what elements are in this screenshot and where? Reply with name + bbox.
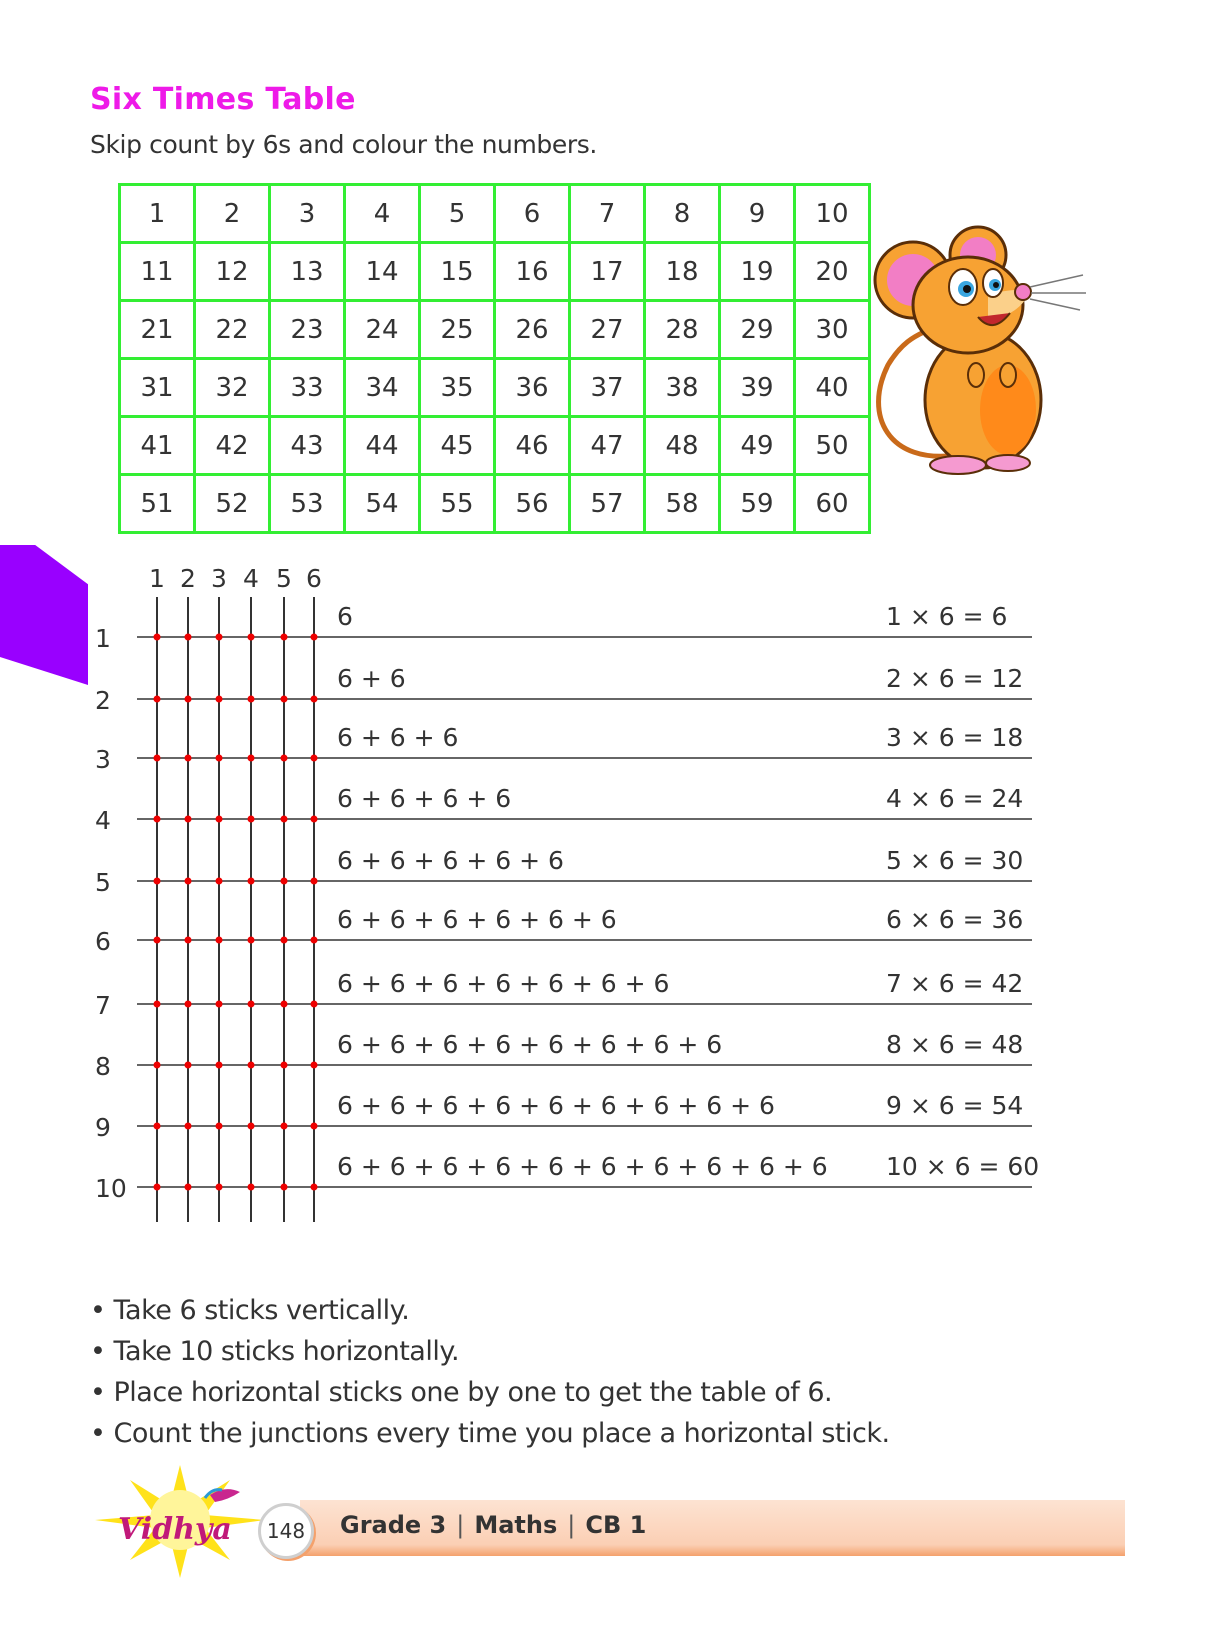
grid-cell[interactable]: 8	[645, 185, 720, 243]
grid-cell[interactable]: 19	[720, 243, 795, 301]
grid-cell[interactable]: 31	[120, 359, 195, 417]
junction-dot	[154, 634, 161, 641]
grid-cell[interactable]: 4	[345, 185, 420, 243]
junction-dot	[154, 878, 161, 885]
junction-dot	[216, 1184, 223, 1191]
multiplication-fact: 2 × 6 = 12	[886, 664, 1024, 693]
grid-cell[interactable]: 37	[570, 359, 645, 417]
stick-row-label: 9	[95, 1113, 111, 1142]
junction-dot	[154, 696, 161, 703]
junction-dot	[185, 1123, 192, 1130]
junction-dot	[154, 816, 161, 823]
stick-row-label: 10	[95, 1174, 127, 1203]
junction-dot	[154, 1062, 161, 1069]
junction-dot	[311, 1001, 318, 1008]
grid-cell[interactable]: 24	[345, 301, 420, 359]
footer-grade: Grade 3	[340, 1511, 447, 1539]
instruction-item: • Count the junctions every time you place a horizontal stick.	[90, 1418, 890, 1449]
junction-dot	[185, 1184, 192, 1191]
junction-dot	[216, 696, 223, 703]
grid-cell[interactable]: 56	[495, 475, 570, 533]
grid-cell[interactable]: 46	[495, 417, 570, 475]
grid-cell[interactable]: 60	[795, 475, 870, 533]
junction-dot	[281, 816, 288, 823]
footer-subject: Maths	[474, 1511, 558, 1539]
stick-column-label: 1	[149, 564, 165, 593]
logo-text: Vidhya	[118, 1512, 232, 1547]
junction-dot	[248, 1123, 255, 1130]
stick-row-label: 5	[95, 868, 111, 897]
junction-dot	[216, 937, 223, 944]
junction-dot	[311, 634, 318, 641]
footer-separator: |	[456, 1511, 465, 1539]
junction-dot	[281, 634, 288, 641]
grid-cell[interactable]: 6	[495, 185, 570, 243]
multiplication-fact: 7 × 6 = 42	[886, 969, 1024, 998]
grid-cell[interactable]: 58	[645, 475, 720, 533]
grid-cell[interactable]: 52	[195, 475, 270, 533]
junction-dot	[216, 634, 223, 641]
addition-expression: 6 + 6 + 6 + 6 + 6 + 6 + 6 + 6	[337, 1030, 723, 1059]
grid-cell[interactable]: 5	[420, 185, 495, 243]
junction-dot	[154, 1001, 161, 1008]
instruction-item: • Take 10 sticks horizontally.	[90, 1336, 460, 1367]
junction-dot	[311, 878, 318, 885]
grid-cell[interactable]: 25	[420, 301, 495, 359]
grid-cell[interactable]: 14	[345, 243, 420, 301]
junction-dot	[154, 755, 161, 762]
addition-expression: 6 + 6	[337, 664, 406, 693]
grid-cell[interactable]: 51	[120, 475, 195, 533]
junction-dot	[154, 937, 161, 944]
grid-cell[interactable]: 29	[720, 301, 795, 359]
junction-dot	[185, 1062, 192, 1069]
junction-dot	[248, 1001, 255, 1008]
grid-cell[interactable]: 39	[720, 359, 795, 417]
footer-label	[340, 1511, 646, 1539]
multiplication-fact: 9 × 6 = 54	[886, 1091, 1024, 1120]
junction-dot	[185, 755, 192, 762]
junction-dot	[185, 1001, 192, 1008]
junction-dot	[154, 1123, 161, 1130]
stick-row-label: 8	[95, 1052, 111, 1081]
grid-cell[interactable]: 15	[420, 243, 495, 301]
junction-dot	[248, 1062, 255, 1069]
junction-dot	[281, 878, 288, 885]
junction-dot	[311, 937, 318, 944]
grid-cell[interactable]: 3	[270, 185, 345, 243]
junction-dot	[248, 937, 255, 944]
grid-cell[interactable]: 30	[795, 301, 870, 359]
page-subtitle: Skip count by 6s and colour the numbers.	[90, 130, 597, 159]
grid-cell[interactable]: 13	[270, 243, 345, 301]
addition-expression: 6 + 6 + 6	[337, 723, 459, 752]
addition-expression: 6 + 6 + 6 + 6 + 6 + 6	[337, 905, 617, 934]
junction-dot	[185, 937, 192, 944]
grid-cell[interactable]: 27	[570, 301, 645, 359]
grid-cell[interactable]: 49	[720, 417, 795, 475]
grid-cell[interactable]: 28	[645, 301, 720, 359]
grid-cell[interactable]: 41	[120, 417, 195, 475]
junction-dot	[248, 634, 255, 641]
grid-cell[interactable]: 23	[270, 301, 345, 359]
junction-dot	[281, 696, 288, 703]
stick-row-label: 7	[95, 991, 111, 1020]
grid-cell[interactable]: 33	[270, 359, 345, 417]
junction-dot	[311, 1062, 318, 1069]
grid-cell[interactable]: 1	[120, 185, 195, 243]
junction-dot	[311, 696, 318, 703]
footer-book: CB 1	[585, 1511, 647, 1539]
junction-dot	[185, 634, 192, 641]
junction-dot	[216, 878, 223, 885]
stick-column-label: 6	[306, 564, 322, 593]
instructions-list	[90, 1290, 890, 1454]
junction-dot	[216, 755, 223, 762]
junction-dot	[281, 755, 288, 762]
junction-dot	[248, 1184, 255, 1191]
multiplication-fact: 8 × 6 = 48	[886, 1030, 1024, 1059]
grid-cell[interactable]: 54	[345, 475, 420, 533]
stick-column-label: 3	[211, 564, 227, 593]
stick-row-label: 6	[95, 927, 111, 956]
stick-row-label: 2	[95, 686, 111, 715]
grid-cell[interactable]: 26	[495, 301, 570, 359]
multiplication-fact: 6 × 6 = 36	[886, 905, 1024, 934]
grid-cell[interactable]: 18	[645, 243, 720, 301]
grid-cell[interactable]: 35	[420, 359, 495, 417]
junction-dot	[311, 1184, 318, 1191]
junction-dot	[216, 1001, 223, 1008]
multiplication-fact: 1 × 6 = 6	[886, 602, 1008, 631]
page-title: Six Times Table	[90, 82, 356, 117]
junction-dot	[248, 755, 255, 762]
grid-cell[interactable]: 16	[495, 243, 570, 301]
junction-dot	[185, 816, 192, 823]
grid-cell[interactable]: 21	[120, 301, 195, 359]
junction-dot	[311, 816, 318, 823]
junction-dot	[216, 1123, 223, 1130]
grid-cell[interactable]: 20	[795, 243, 870, 301]
junction-dot	[248, 878, 255, 885]
junction-dot	[311, 1123, 318, 1130]
grid-cell[interactable]: 47	[570, 417, 645, 475]
stick-column-label: 2	[180, 564, 196, 593]
stick-column-label: 5	[276, 564, 292, 593]
grid-cell[interactable]: 57	[570, 475, 645, 533]
multiplication-fact: 3 × 6 = 18	[886, 723, 1024, 752]
junction-dot	[281, 1184, 288, 1191]
grid-cell[interactable]: 34	[345, 359, 420, 417]
junction-dot	[185, 696, 192, 703]
junction-dot	[216, 1062, 223, 1069]
instruction-item: • Place horizontal sticks one by one to get the table of 6.	[90, 1377, 833, 1408]
grid-cell[interactable]: 45	[420, 417, 495, 475]
junction-dot	[216, 816, 223, 823]
stick-row-label: 4	[95, 806, 111, 835]
grid-cell[interactable]: 7	[570, 185, 645, 243]
junction-dot	[185, 878, 192, 885]
grid-cell[interactable]: 43	[270, 417, 345, 475]
addition-expression: 6 + 6 + 6 + 6 + 6 + 6 + 6 + 6 + 6	[337, 1091, 775, 1120]
grid-cell[interactable]: 42	[195, 417, 270, 475]
junction-dot	[248, 696, 255, 703]
multiplication-fact: 4 × 6 = 24	[886, 784, 1024, 813]
junction-dot	[281, 1062, 288, 1069]
addition-expression: 6	[337, 602, 353, 631]
multiplication-fact: 10 × 6 = 60	[886, 1152, 1040, 1181]
addition-expression: 6 + 6 + 6 + 6 + 6 + 6 + 6 + 6 + 6 + 6	[337, 1152, 828, 1181]
junction-dot	[281, 1123, 288, 1130]
addition-expression: 6 + 6 + 6 + 6 + 6	[337, 846, 564, 875]
grid-cell[interactable]: 2	[195, 185, 270, 243]
stick-column-label: 4	[243, 564, 259, 593]
grid-cell[interactable]: 9	[720, 185, 795, 243]
grid-cell[interactable]: 50	[795, 417, 870, 475]
junction-dot	[248, 816, 255, 823]
grid-cell[interactable]: 44	[345, 417, 420, 475]
grid-cell[interactable]: 11	[120, 243, 195, 301]
grid-cell[interactable]: 55	[420, 475, 495, 533]
junction-dot	[281, 937, 288, 944]
grid-cell[interactable]: 36	[495, 359, 570, 417]
addition-expression: 6 + 6 + 6 + 6 + 6 + 6 + 6	[337, 969, 670, 998]
junction-dot	[281, 1001, 288, 1008]
stick-row-label: 1	[95, 624, 111, 653]
grid-cell[interactable]: 32	[195, 359, 270, 417]
grid-cell[interactable]: 38	[645, 359, 720, 417]
stick-row-label: 3	[95, 745, 111, 774]
grid-cell[interactable]: 53	[270, 475, 345, 533]
multiplication-fact: 5 × 6 = 30	[886, 846, 1024, 875]
grid-cell[interactable]: 22	[195, 301, 270, 359]
instruction-item: • Take 6 sticks vertically.	[90, 1295, 410, 1326]
grid-cell[interactable]: 48	[645, 417, 720, 475]
junction-dot	[154, 1184, 161, 1191]
addition-expression: 6 + 6 + 6 + 6	[337, 784, 512, 813]
grid-cell[interactable]: 40	[795, 359, 870, 417]
grid-cell[interactable]: 17	[570, 243, 645, 301]
junction-dot	[311, 755, 318, 762]
page-number: 148	[258, 1503, 314, 1559]
grid-cell[interactable]: 12	[195, 243, 270, 301]
footer-separator: |	[567, 1511, 576, 1539]
grid-cell[interactable]: 10	[795, 185, 870, 243]
grid-cell[interactable]: 59	[720, 475, 795, 533]
